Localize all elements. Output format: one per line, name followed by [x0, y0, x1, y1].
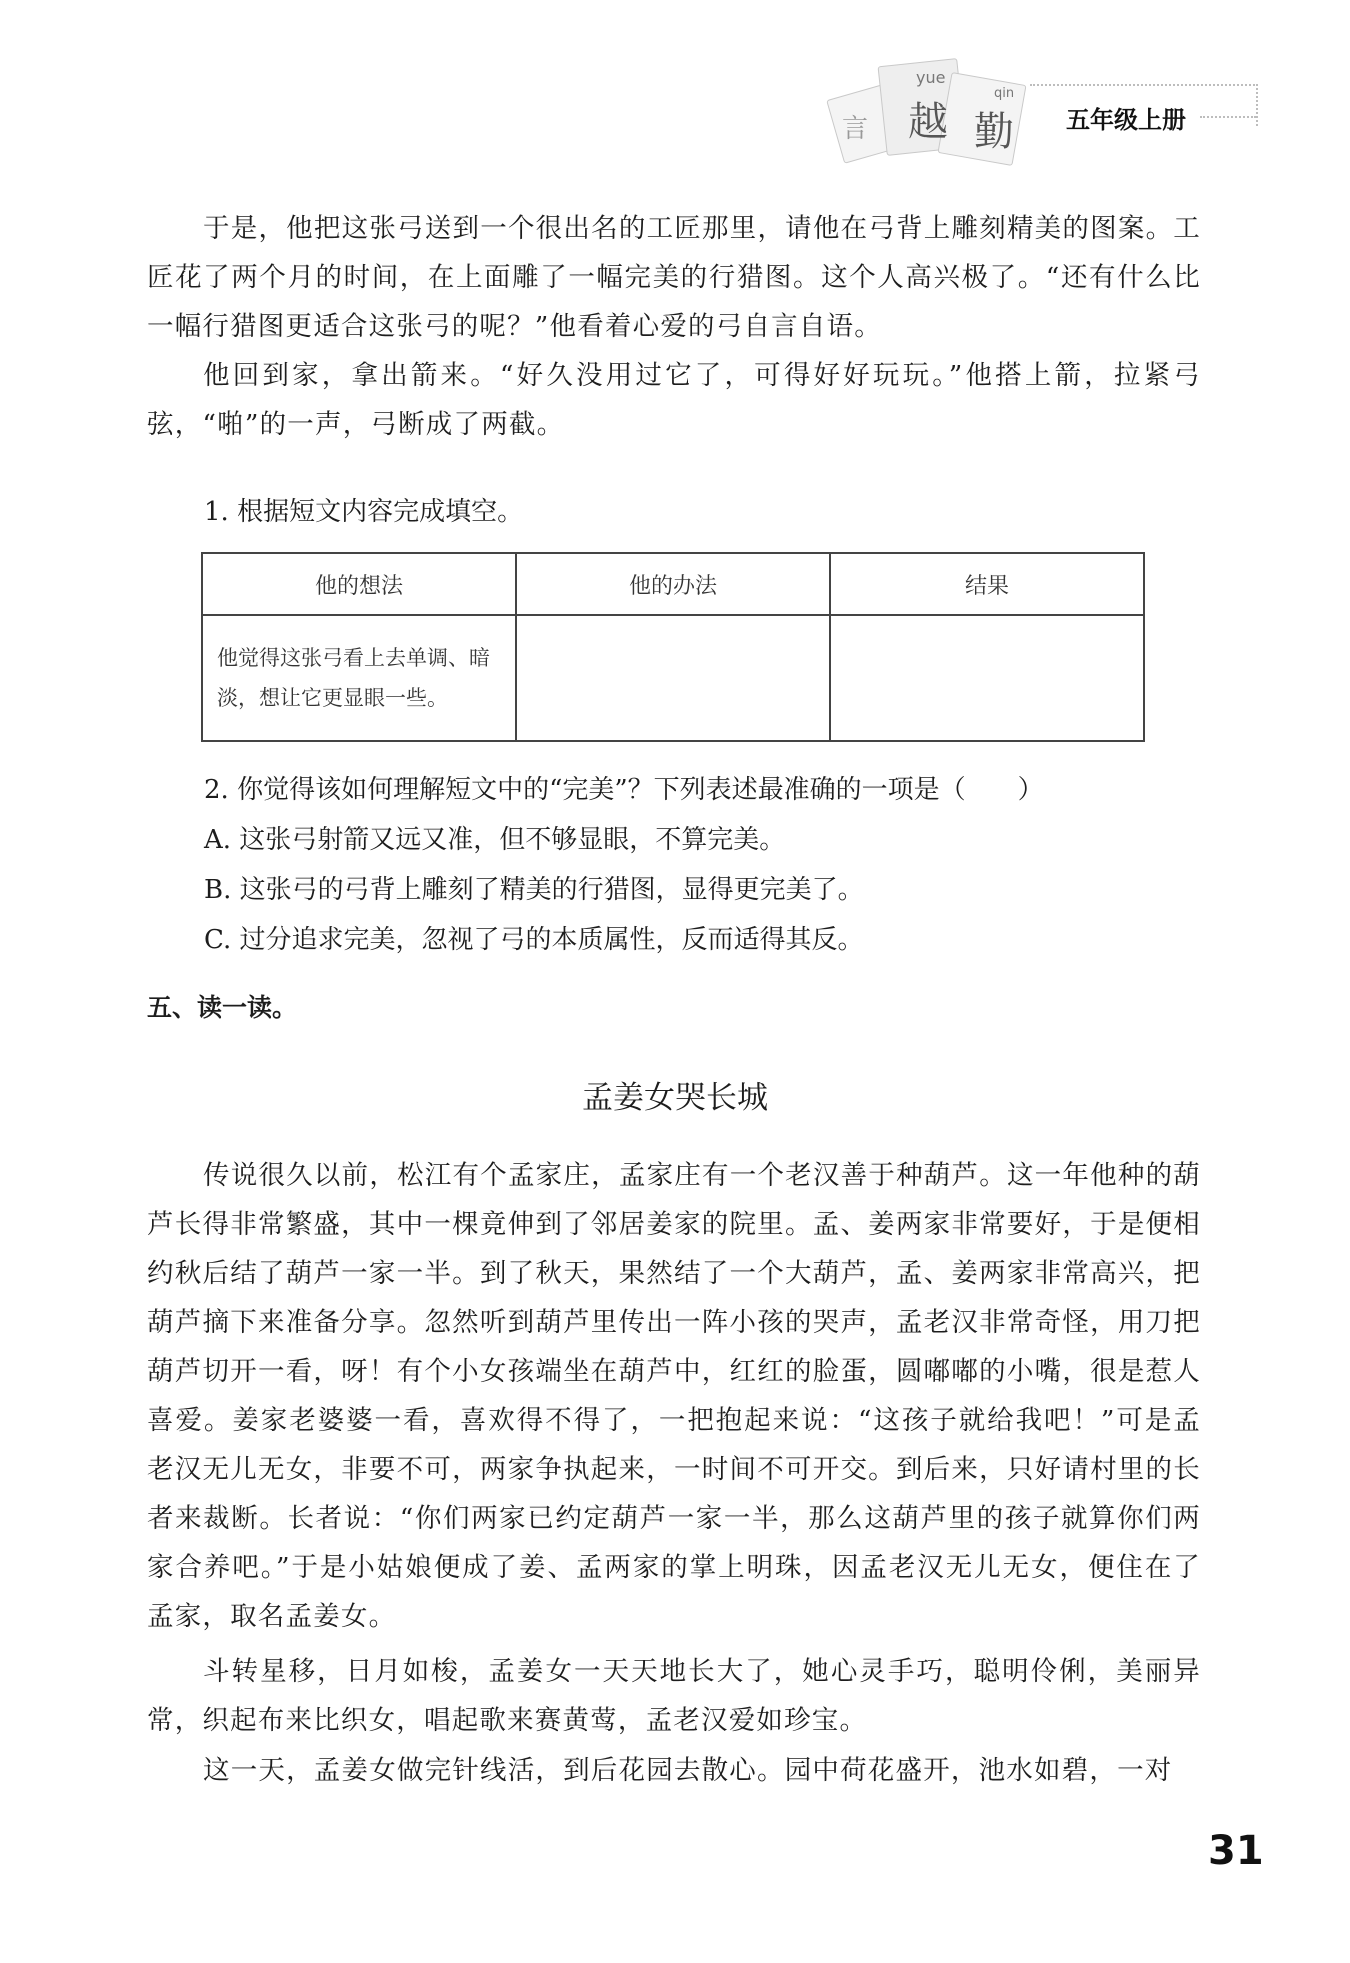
- question-2-prompt: 2. 你觉得该如何理解短文中的“完美”？下列表述最准确的一项是（ ）: [204, 775, 1044, 805]
- page-number: 31: [1208, 1828, 1264, 1874]
- logo-side-char: 言: [842, 114, 869, 144]
- story-paragraph-1: 传说很久以前，松江有个孟家庄，孟家庄有一个老汉善于种葫芦。这一年他种的葫芦长得非常繁盛，其中一棵竟伸到了邻居姜家的院里。孟、姜两家非常要好，于是便相约秋后结了葫芦一家一半。到了秋天，果然结了一个大葫芦，孟、姜两家非常高兴，把葫芦摘下来准备分享。忽然听到葫芦里传出一阵小孩的哭声，孟老汉非常奇怪，用刀把葫芦切开一看，呀！有个小女孩端坐在葫芦中，红红的脸蛋，圆嘟嘟的小嘴，很是惹人喜爱。姜家老婆婆一看，喜欢得不得了，一把抱起来说：“这孩子就给我吧！”可是孟老汉无儿无女，非要不可，两家争执起来，一时间不可开交。到后来，只好请村里的长者来裁断。长者说：“你们两家已约定葫芦一家一半，那么这葫芦里的孩子就算你们两家合养吧。”于是小姑娘便成了姜、孟两家的掌上明珠，因孟老汉无儿无女，便住在了孟家，取名孟姜女。: [147, 1160, 1201, 1632]
- table-cell-idea: 他觉得这张弓看上去单调、暗淡，想让它更显眼一些。: [202, 615, 516, 741]
- table-header: 结果: [830, 553, 1144, 615]
- passage-paragraph-2: 他回到家，拿出箭来。“好久没用过它了，可得好好玩玩。”他搭上箭，拉紧弓弦，“啪”的一声，弓断成了两截。: [147, 360, 1201, 440]
- option-a: A. 这张弓射箭又远又准，但不够显眼，不算完美。: [204, 825, 786, 855]
- table-cell-method-blank[interactable]: [516, 615, 830, 741]
- logo-pinyin-qin: qin: [994, 86, 1015, 101]
- passage-paragraph-1: 于是，他把这张弓送到一个很出名的工匠那里，请他在弓背上雕刻精美的图案。工匠花了两个月的时间，在上面雕了一幅完美的行猎图。这个人高兴极了。“还有什么比一幅行猎图更适合这张弓的呢？”他看着心爱的弓自言自语。: [147, 213, 1201, 342]
- logo-char-yue: 越: [908, 99, 948, 145]
- story-title: 孟姜女哭长城: [582, 1080, 768, 1116]
- story-paragraph-2: 斗转星移，日月如梭，孟姜女一天天地长大了，她心灵手巧，聪明伶俐，美丽异常，织起布来比织女，唱起歌来赛黄莺，孟老汉爱如珍宝。: [147, 1656, 1201, 1736]
- option-b: B. 这张弓的弓背上雕刻了精美的行猎图，显得更完美了。: [204, 875, 864, 905]
- question-1-prompt: 1. 根据短文内容完成填空。: [204, 497, 524, 527]
- table-header: 他的想法: [202, 553, 516, 615]
- grade-label: 五年级上册: [1066, 100, 1194, 135]
- table-header: 他的办法: [516, 553, 830, 615]
- table-cell-result-blank[interactable]: [830, 615, 1144, 741]
- grade-dotted-line: [1200, 116, 1256, 118]
- logo-char-qin: 勤: [974, 109, 1014, 155]
- story-paragraph-3: 这一天，孟姜女做完针线活，到后花园去散心。园中荷花盛开，池水如碧，一对: [203, 1755, 1173, 1786]
- fill-in-table: [201, 552, 1145, 742]
- option-c: C. 过分追求完美，忽视了弓的本质属性，反而适得其反。: [204, 925, 864, 955]
- logo-pinyin-yue: yue: [916, 68, 946, 87]
- publisher-logo: [826, 56, 1026, 166]
- section-heading: 五、读一读。: [147, 993, 298, 1022]
